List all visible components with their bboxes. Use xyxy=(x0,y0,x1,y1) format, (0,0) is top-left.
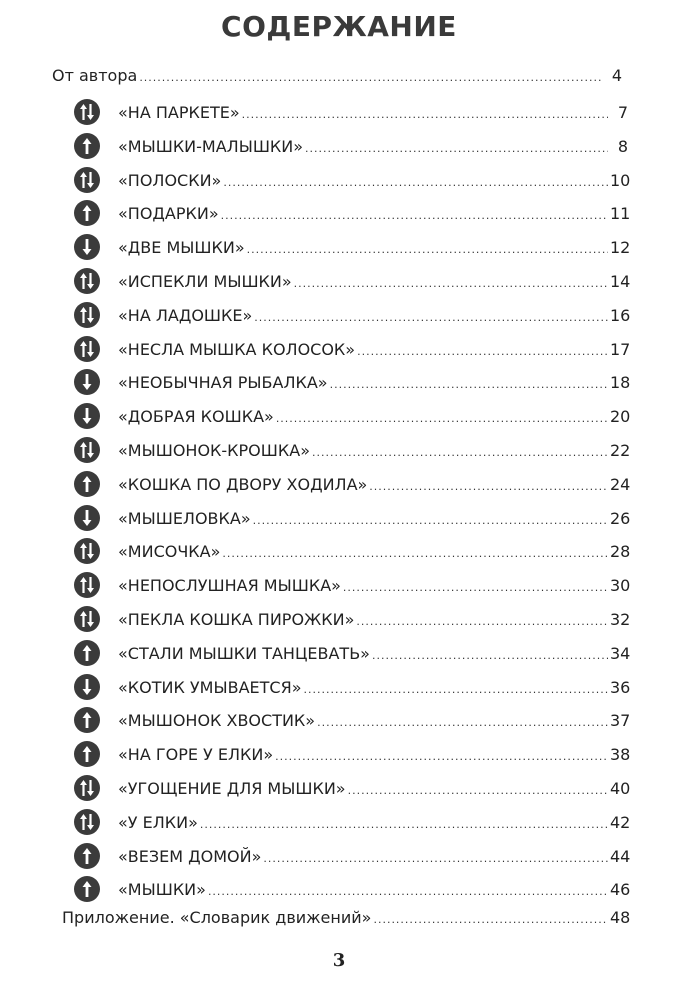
toc-entry-page: 7 xyxy=(617,103,628,122)
up-down-arrows-icon xyxy=(74,572,100,598)
toc-entry-label: «МЫШОНОК ХВОСТИК» xyxy=(118,711,316,730)
down-arrow-icon xyxy=(74,674,100,700)
toc-entry-page: 44 xyxy=(610,847,631,866)
toc-entry-row xyxy=(118,847,631,866)
leader-dots xyxy=(372,649,608,662)
toc-entry-page: 24 xyxy=(610,475,631,494)
leader-dots xyxy=(312,446,608,459)
down-arrow-icon xyxy=(74,403,100,429)
toc-entry-row xyxy=(118,272,631,291)
toc-entry-row xyxy=(118,340,631,359)
toc-entry-page: 8 xyxy=(617,137,628,156)
toc-entry-row xyxy=(118,238,631,257)
leader-dots xyxy=(373,913,608,926)
up-down-arrows-icon xyxy=(74,437,100,463)
toc-entry-label: «УГОЩЕНИЕ ДЛЯ МЫШКИ» xyxy=(118,779,346,798)
toc-appendix-page: 48 xyxy=(610,908,631,927)
toc-entry-label: «НЕСЛА МЫШКА КОЛОСОК» xyxy=(118,340,356,359)
toc-entry-row xyxy=(118,441,631,460)
toc-entry-label: «КОШКА ПО ДВОРУ ХОДИЛА» xyxy=(118,475,368,494)
toc-entry-label: «ПЕКЛА КОШКА ПИРОЖКИ» xyxy=(118,610,355,629)
toc-entry-label: «МЫШЕЛОВКА» xyxy=(118,509,251,528)
toc-entry-page: 12 xyxy=(610,238,631,257)
leader-dots xyxy=(294,277,608,290)
toc-entry-label: «НА ПАРКЕТЕ» xyxy=(118,103,240,122)
leader-dots xyxy=(263,852,608,865)
up-down-arrows-icon xyxy=(74,606,100,632)
up-down-arrows-icon xyxy=(74,775,100,801)
toc-entry-label: «ДВЕ МЫШКИ» xyxy=(118,238,245,257)
toc-entry-label: «ДОБРАЯ КОШКА» xyxy=(118,407,274,426)
toc-appendix-label: Приложение. «Словарик движений» xyxy=(62,908,372,927)
toc-entry-page: 10 xyxy=(610,171,631,190)
toc-entry-row xyxy=(118,204,631,223)
toc-entry-row xyxy=(118,509,631,528)
leader-dots xyxy=(303,683,608,696)
toc-entry-page: 16 xyxy=(610,306,631,325)
toc-entry-label: «КОТИК УМЫВАЕТСЯ» xyxy=(118,678,302,697)
leader-dots xyxy=(330,378,608,391)
toc-entry-row xyxy=(118,644,631,663)
toc-entry-page: 42 xyxy=(610,813,631,832)
toc-entry-page: 32 xyxy=(610,610,631,629)
toc-entry-label: «ИСПЕКЛИ МЫШКИ» xyxy=(118,272,292,291)
up-arrow-icon xyxy=(74,707,100,733)
toc-entry-page: 37 xyxy=(610,711,631,730)
toc-entry-row xyxy=(118,711,631,730)
toc-entry-row xyxy=(118,576,631,595)
toc-entry-page: 18 xyxy=(610,373,631,392)
toc-entry-label: «У ЕЛКИ» xyxy=(118,813,198,832)
toc-entry-label: «НЕПОСЛУШНАЯ МЫШКА» xyxy=(118,576,341,595)
up-arrow-icon xyxy=(74,133,100,159)
leader-dots xyxy=(254,311,608,324)
toc-entry-label: «ПОДАРКИ» xyxy=(118,204,219,223)
leader-dots xyxy=(222,547,608,560)
toc-entry-label: «МИСОЧКА» xyxy=(118,542,221,561)
up-arrow-icon xyxy=(74,843,100,869)
toc-entry-row xyxy=(118,171,631,190)
up-down-arrows-icon xyxy=(74,99,100,125)
leader-dots xyxy=(369,480,608,493)
up-arrow-icon xyxy=(74,640,100,666)
toc-intro-row xyxy=(52,66,622,85)
toc-entry-page: 28 xyxy=(610,542,631,561)
toc-entry-label: «НЕОБЫЧНАЯ РЫБАЛКА» xyxy=(118,373,328,392)
down-arrow-icon xyxy=(74,505,100,531)
toc-entry-label: «ПОЛОСКИ» xyxy=(118,171,222,190)
toc-entry-row xyxy=(118,103,628,122)
toc-entry-page: 20 xyxy=(610,407,631,426)
leader-dots xyxy=(275,750,608,763)
leader-dots xyxy=(253,514,608,527)
leader-dots xyxy=(305,142,608,155)
leader-dots xyxy=(343,581,608,594)
page-title: СОДЕРЖАНИЕ xyxy=(221,10,457,43)
toc-entry-label: «НА ЛАДОШКЕ» xyxy=(118,306,253,325)
toc-intro-page: 4 xyxy=(611,66,622,85)
leader-dots xyxy=(357,345,608,358)
leader-dots xyxy=(247,243,608,256)
leader-dots xyxy=(139,71,602,84)
toc-entry-row xyxy=(118,745,631,764)
up-down-arrows-icon xyxy=(74,538,100,564)
toc-entry-row xyxy=(118,542,631,561)
toc-entry-row xyxy=(118,813,631,832)
up-arrow-icon xyxy=(74,200,100,226)
leader-dots xyxy=(276,412,608,425)
toc-entry-label: «НА ГОРЕ У ЕЛКИ» xyxy=(118,745,274,764)
leader-dots xyxy=(208,885,608,898)
toc-entry-page: 36 xyxy=(610,678,631,697)
toc-entry-row xyxy=(118,779,631,798)
toc-entry-row xyxy=(118,475,631,494)
leader-dots xyxy=(223,176,608,189)
toc-entry-page: 34 xyxy=(610,644,631,663)
toc-entry-label: «МЫШКИ» xyxy=(118,880,206,899)
toc-entry-page: 26 xyxy=(610,509,631,528)
up-down-arrows-icon xyxy=(74,302,100,328)
toc-entry-row xyxy=(118,610,631,629)
toc-entry-label: «МЫШКИ-МАЛЫШКИ» xyxy=(118,137,304,156)
toc-entry-page: 22 xyxy=(610,441,631,460)
toc-entry-label: «ВЕЗЕМ ДОМОЙ» xyxy=(118,847,262,866)
toc-entry-row xyxy=(118,306,631,325)
leader-dots xyxy=(221,209,608,222)
toc-entry-page: 30 xyxy=(610,576,631,595)
up-down-arrows-icon xyxy=(74,268,100,294)
toc-entry-page: 11 xyxy=(610,204,631,223)
toc-entry-label: «СТАЛИ МЫШКИ ТАНЦЕВАТЬ» xyxy=(118,644,370,663)
leader-dots xyxy=(356,615,608,628)
toc-entry-row xyxy=(118,407,631,426)
down-arrow-icon xyxy=(74,369,100,395)
page-number: 3 xyxy=(332,950,346,971)
leader-dots xyxy=(348,784,608,797)
toc-entry-page: 14 xyxy=(610,272,631,291)
leader-dots xyxy=(200,818,608,831)
toc-entry-row xyxy=(118,373,631,392)
toc-entry-row xyxy=(118,137,628,156)
toc-entry-row xyxy=(118,880,631,899)
toc-entry-page: 38 xyxy=(610,745,631,764)
up-arrow-icon xyxy=(74,741,100,767)
leader-dots xyxy=(317,716,608,729)
up-down-arrows-icon xyxy=(74,167,100,193)
up-down-arrows-icon xyxy=(74,809,100,835)
toc-entry-row xyxy=(118,678,631,697)
toc-intro-label: От автора xyxy=(52,66,138,85)
down-arrow-icon xyxy=(74,234,100,260)
toc-entry-label: «МЫШОНОК-КРОШКА» xyxy=(118,441,310,460)
up-arrow-icon xyxy=(74,471,100,497)
up-arrow-icon xyxy=(74,876,100,902)
toc-entry-page: 40 xyxy=(610,779,631,798)
leader-dots xyxy=(242,108,608,121)
toc-entry-page: 46 xyxy=(610,880,631,899)
up-down-arrows-icon xyxy=(74,336,100,362)
toc-appendix-row xyxy=(62,908,631,927)
toc-entry-page: 17 xyxy=(610,340,631,359)
